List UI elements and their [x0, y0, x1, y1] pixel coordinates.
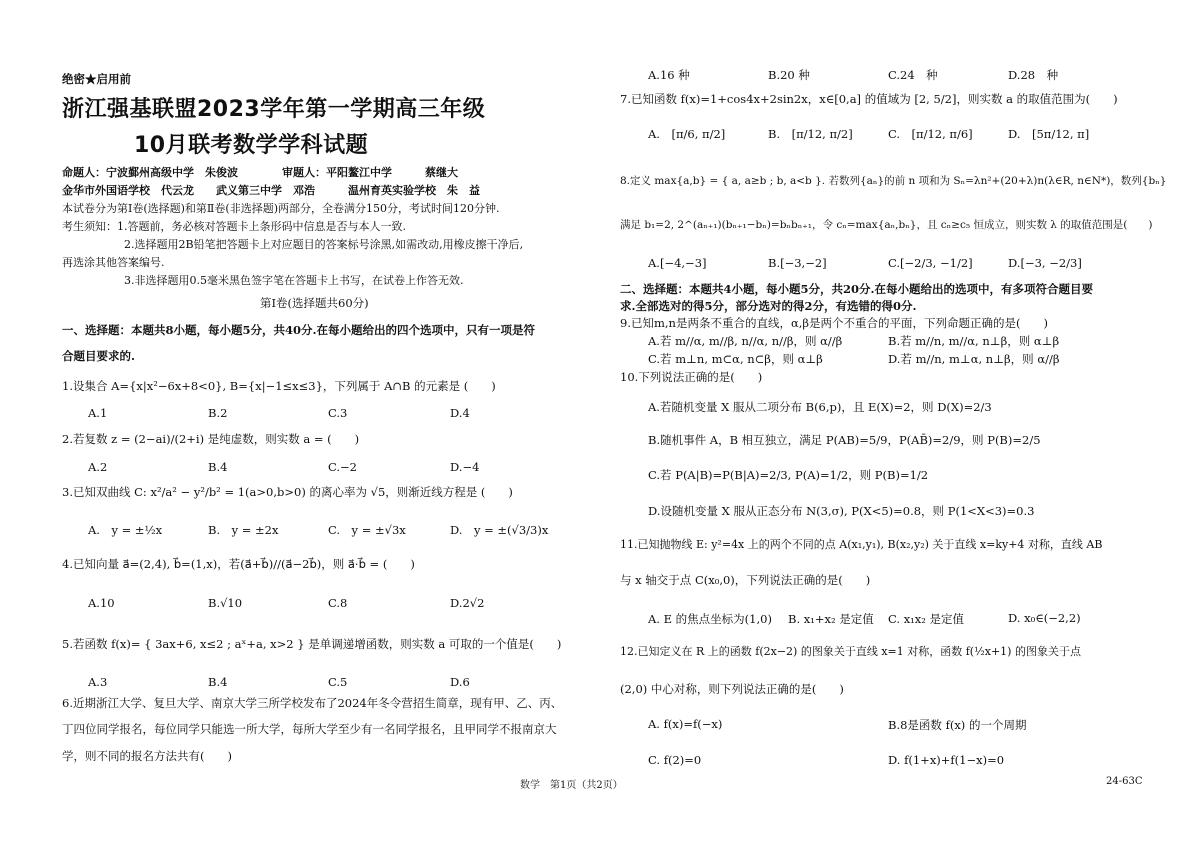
- q2-stem: 2.若复数 z = (2−ai)/(2+i) 是纯虚数，则实数 a = ( ): [62, 432, 360, 446]
- q11-option-c: C. x₁x₂ 是定值: [888, 612, 965, 626]
- q6-line-3: 学，则不同的报名方法共有( ): [62, 749, 232, 763]
- q9-option-c: C.若 m⊥n, m⊂α, n⊂β，则 α⊥β: [648, 352, 823, 366]
- exam-intro: 本试卷分为第Ⅰ卷(选择题)和第Ⅱ卷(非选择题)两部分，全卷满分150分，考试时间120分钟.: [62, 202, 500, 215]
- q8-option-b: B.[−3,−2]: [768, 256, 827, 270]
- q7-stem: 7.已知函数 f(x)=1+cos4x+2sin2x，x∈[0,a] 的值域为 [2, 5/2]，则实数 a 的取值范围为( ): [620, 92, 1118, 106]
- part-one-heading: 第Ⅰ卷(选择题共60分): [260, 296, 369, 310]
- section-1-line-1: 一、选择题：本题共8小题，每小题5分，共40分.在每小题给出的四个选项中，只有一项是符: [62, 323, 536, 337]
- q12-option-a: A. f(x)=f(−x): [648, 717, 723, 731]
- notice-2a: 2.选择题用2B铅笔把答题卡上对应题目的答案标号涂黑,如需改动,用橡皮擦干净后,: [124, 238, 524, 251]
- q6-line-2: 丁四位同学报名，每位同学只能选一所大学，每所大学至少有一名同学报名，且甲同学不报南京大: [62, 722, 557, 736]
- q7-option-a: A. [π/6, π/2]: [648, 127, 726, 141]
- q3-option-c: C. y = ±√3x: [328, 523, 406, 537]
- q5-stem: 5.若函数 f(x)= { 3ax+6, x≤2 ; aˣ+a, x>2 } 是单调递增函数，则实数 a 可取的一个值是( ): [62, 637, 562, 651]
- q8-line-1: 8.定义 max{a,b} = { a, a≥b ; b, a<b }. 若数列{aₙ}的前 n 项和为 Sₙ=λn²+(20+λ)n(λ∈R, n∈N*)，数列{bₙ}: [620, 175, 1167, 187]
- q12-option-c: C. f(2)=0: [648, 753, 702, 767]
- title-line-2: 10月联考数学学科试题: [134, 133, 369, 158]
- q4-option-a: A.10: [88, 596, 115, 610]
- q11-option-d: D. x₀∈(−2,2): [1008, 611, 1081, 625]
- q7-option-b: B. [π/12, π/2]: [768, 127, 853, 141]
- section-1-line-2: 合题目要求的.: [62, 349, 136, 363]
- q6-option-b: B.20 种: [768, 68, 810, 82]
- q4-stem: 4.已知向量 a⃗=(2,4), b⃗=(1,x)，若(a⃗+b⃗)//(a⃗−2b⃗)，则 a⃗·b⃗ = ( ): [62, 557, 415, 571]
- q11-line-1: 11.已知抛物线 E: y²=4x 上的两个不同的点 A(x₁,y₁), B(x₂,y₂) 关于直线 x=ky+4 对称，直线 AB: [620, 538, 1103, 551]
- q1-option-b: B.2: [208, 406, 228, 420]
- q10-stem: 10.下列说法正确的是( ): [620, 370, 763, 384]
- q11-option-a: A. E 的焦点坐标为(1,0): [648, 612, 772, 626]
- q9-stem: 9.已知m,n是两条不重合的直线，α,β是两个不重合的平面，下列命题正确的是( ): [620, 316, 1048, 330]
- q9-option-b: B.若 m//n, m//α, n⊥β，则 α⊥β: [888, 334, 1060, 348]
- q6-line-1: 6.近期浙江大学、复旦大学、南京大学三所学校发布了2024年冬令营招生简章，现有甲、乙、丙、: [62, 696, 563, 710]
- authors-line-1: 命题人：宁波鄞州高级中学 朱俊波 审题人：平阳鳌江中学 蔡继大: [62, 166, 458, 179]
- q4-option-b: B.√10: [208, 596, 243, 610]
- q10-option-d: D.设随机变量 X 服从正态分布 N(3,σ), P(X<5)=0.8，则 P(1<X<3)=0.3: [648, 504, 1035, 518]
- q8-option-c: C.[−2/3, −1/2]: [888, 256, 973, 270]
- q6-option-c: C.24 种: [888, 68, 938, 82]
- q1-option-d: D.4: [450, 406, 470, 420]
- q10-option-a: A.若随机变量 X 服从二项分布 B(6,p)，且 E(X)=2，则 D(X)=2/3: [648, 400, 992, 414]
- paper-code: 24-63C: [1106, 776, 1143, 787]
- q2-option-a: A.2: [88, 460, 108, 474]
- q9-option-d: D.若 m//n, m⊥α, n⊥β，则 α//β: [888, 352, 1060, 366]
- q3-option-d: D. y = ±(√3/3)x: [450, 523, 549, 537]
- q8-line-2: 满足 b₁=2, 2^(aₙ₊₁)(bₙ₊₁−bₙ)=bₙbₙ₊₁，令 cₙ=max{aₙ,bₙ}，且 cₙ≥c₅ 恒成立，则实数 λ 的取值范围是( ): [620, 219, 1153, 231]
- q11-option-b: B. x₁+x₂ 是定值: [788, 612, 874, 626]
- q12-line-1: 12.已知定义在 R 上的函数 f(2x−2) 的图象关于直线 x=1 对称，函数 f(½x+1) 的图象关于点: [620, 645, 1081, 658]
- q3-option-a: A. y = ±½x: [88, 523, 163, 537]
- q2-option-d: D.−4: [450, 460, 480, 474]
- q7-option-c: C. [π/12, π/6]: [888, 127, 973, 141]
- q5-option-c: C.5: [328, 675, 348, 689]
- q12-option-b: B.8是函数 f(x) 的一个周期: [888, 718, 1027, 732]
- q12-option-d: D. f(1+x)+f(1−x)=0: [888, 753, 1005, 767]
- q5-option-a: A.3: [88, 675, 108, 689]
- q10-option-b: B.随机事件 A，B 相互独立，满足 P(AB)=5/9，P(AB̄)=2/9，则 P(B)=2/5: [648, 433, 1041, 447]
- section-2-line-1: 二、选择题：本题共4小题，每小题5分，共20分.在每小题给出的选项中，有多项符合题目要: [620, 282, 1094, 296]
- q3-stem: 3.已知双曲线 C: x²/a² − y²/b² = 1(a>0,b>0) 的离心率为 √5，则渐近线方程是 ( ): [62, 485, 513, 499]
- q4-option-c: C.8: [328, 596, 348, 610]
- notice-1: 考生须知：1.答题前，务必核对答题卡上条形码中信息是否与本人一致.: [62, 220, 406, 233]
- q6-option-d: D.28 种: [1008, 68, 1059, 82]
- notice-3: 3.非选择题用0.5毫米黑色签字笔在答题卡上书写，在试卷上作答无效.: [124, 274, 464, 287]
- q2-option-c: C.−2: [328, 460, 357, 474]
- q4-option-d: D.2√2: [450, 596, 485, 610]
- section-2-line-2: 求.全部选对的得5分，部分选对的得2分，有选错的得0分.: [620, 299, 917, 313]
- notice-2b: 再选涂其他答案编号.: [62, 256, 165, 269]
- secret-mark: 绝密★启用前: [62, 72, 131, 86]
- q11-line-2: 与 x 轴交于点 C(x₀,0)，下列说法正确的是( ): [620, 573, 871, 587]
- page-number: 数学 第1页（共2页）: [520, 780, 623, 791]
- q5-option-b: B.4: [208, 675, 228, 689]
- title-line-1: 浙江强基联盟2023学年第一学期高三年级: [62, 97, 486, 122]
- q8-option-d: D.[−3, −2/3]: [1008, 256, 1082, 270]
- q1-option-c: C.3: [328, 406, 348, 420]
- q3-option-b: B. y = ±2x: [208, 523, 279, 537]
- q6-option-a: A.16 种: [648, 68, 690, 82]
- q1-stem: 1.设集合 A={x|x²−6x+8<0}, B={x|−1≤x≤3}，下列属于 A∩B 的元素是 ( ): [62, 379, 496, 393]
- q7-option-d: D. [5π/12, π]: [1008, 127, 1090, 141]
- q12-line-2: (2,0) 中心对称，则下列说法正确的是( ): [620, 682, 844, 696]
- q8-option-a: A.[−4,−3]: [648, 256, 707, 270]
- q1-option-a: A.1: [88, 406, 108, 420]
- authors-line-2: 金华市外国语学校 代云龙 武义第三中学 邓浩 温州育英实验学校 朱 益: [62, 184, 480, 197]
- q2-option-b: B.4: [208, 460, 228, 474]
- q10-option-c: C.若 P(A|B)=P(B|A)=2/3, P(A)=1/2，则 P(B)=1/2: [648, 468, 929, 482]
- q5-option-d: D.6: [450, 675, 470, 689]
- q9-option-a: A.若 m//α, m//β, n//α, n//β，则 α//β: [648, 334, 843, 348]
